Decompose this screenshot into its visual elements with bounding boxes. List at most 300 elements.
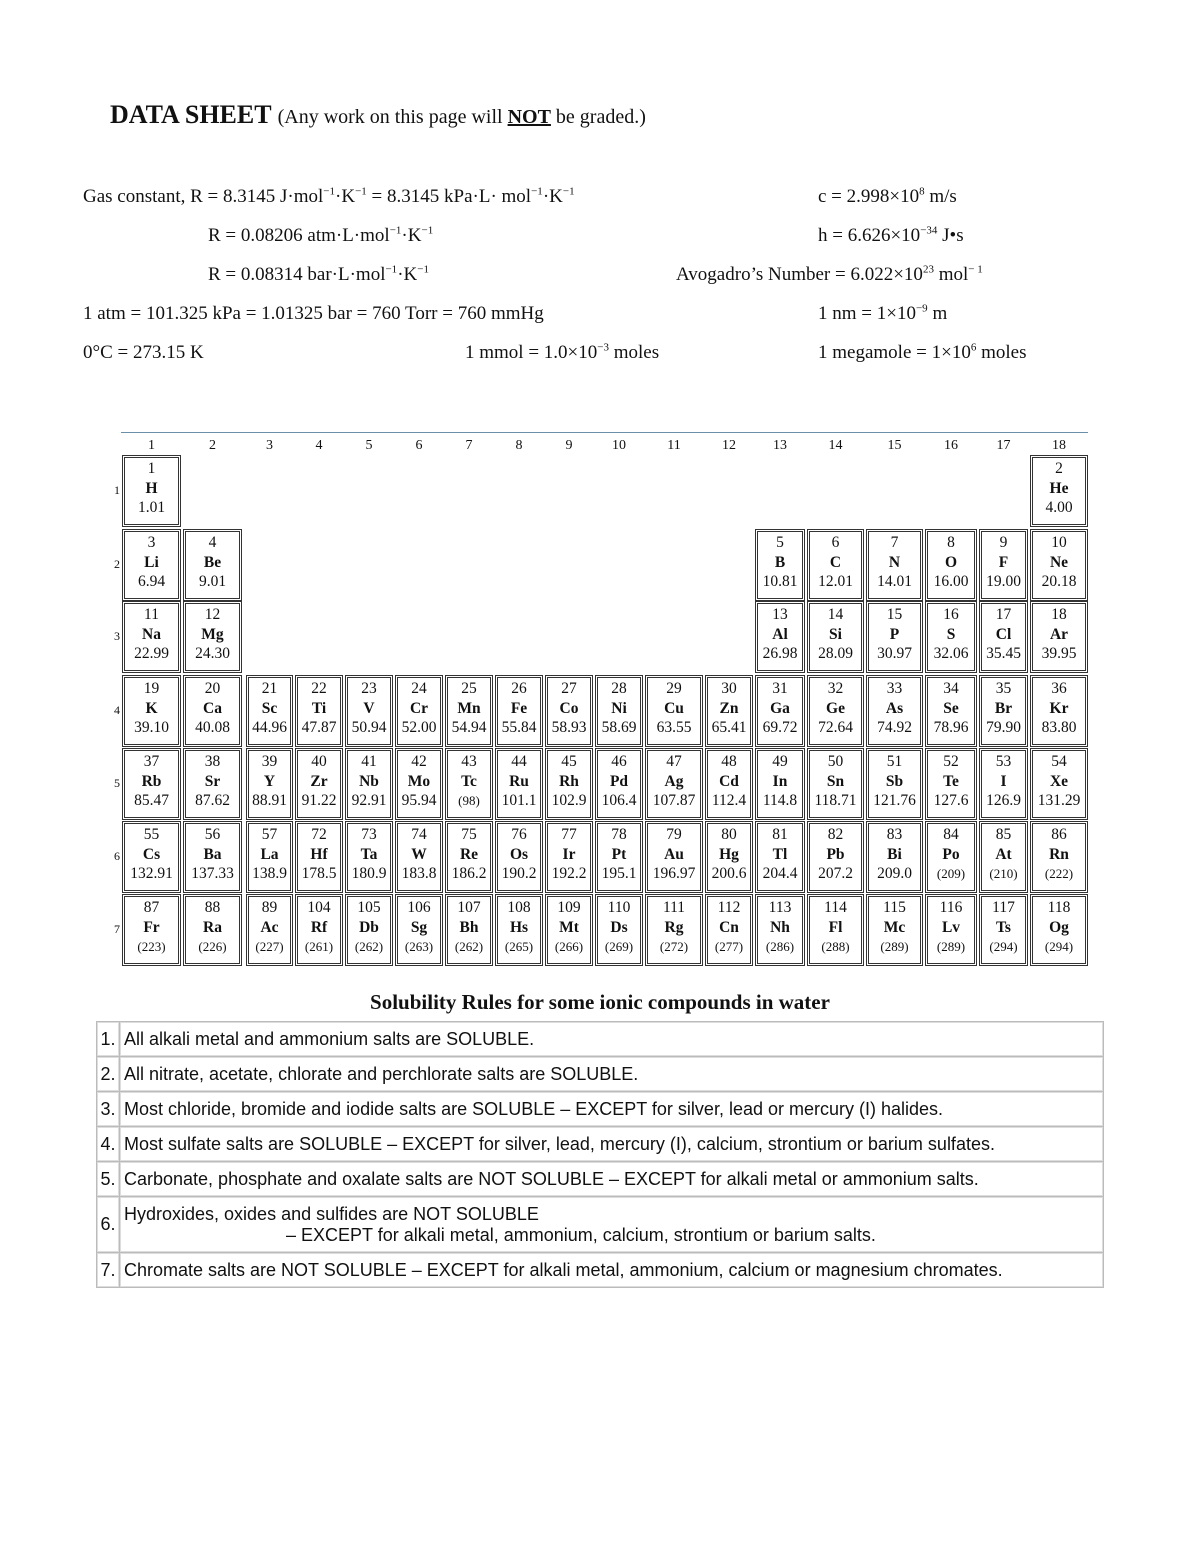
element-symbol: Fl xyxy=(828,918,843,936)
atomic-number: 51 xyxy=(886,753,903,770)
atomic-number: 35 xyxy=(995,680,1012,697)
atomic-number: 80 xyxy=(721,826,737,843)
gas-constant-r3: R = 0.08314 bar·L·mol xyxy=(208,264,386,285)
group-number: 7 xyxy=(465,438,473,453)
element-cell-rg xyxy=(645,894,703,966)
atomic-mass: 178.5 xyxy=(301,865,337,882)
atomic-mass: 10.81 xyxy=(762,573,798,590)
element-symbol: Ne xyxy=(1049,553,1069,571)
element-symbol: K xyxy=(145,699,158,717)
atomic-number: 12 xyxy=(204,606,221,623)
rule-text: Hydroxides, oxides and sulfides are NOT SOLUBLE xyxy=(124,1203,539,1224)
planck-constant xyxy=(818,225,964,247)
element-symbol: Ts xyxy=(996,918,1011,936)
element-symbol: Sr xyxy=(204,772,221,790)
element-symbol: In xyxy=(772,772,788,790)
element-cell-na xyxy=(122,601,181,673)
atomic-number: 4 xyxy=(208,534,217,551)
gas-constant-line-3 xyxy=(208,264,429,286)
atomic-mass: 35.45 xyxy=(986,645,1021,662)
h-text: h = 6.626×10 xyxy=(818,225,921,246)
group-number: 10 xyxy=(612,438,626,453)
element-symbol: As xyxy=(885,699,904,717)
atomic-number: 83 xyxy=(886,826,903,843)
atomic-mass: 101.1 xyxy=(501,792,537,809)
element-symbol: Bi xyxy=(887,845,902,863)
element-symbol: Ta xyxy=(360,845,378,863)
element-cell-cn xyxy=(705,894,753,966)
atomic-number: 34 xyxy=(943,680,959,697)
avogadro-unit: mol xyxy=(933,264,969,285)
solubility-rule-row xyxy=(97,1127,1104,1162)
element-symbol: Rh xyxy=(559,772,579,790)
element-symbol: Si xyxy=(829,625,842,643)
atomic-number: 3 xyxy=(147,534,156,551)
element-symbol: Nh xyxy=(770,918,790,936)
sup: −1 xyxy=(389,224,402,237)
element-symbol: Sb xyxy=(885,772,904,790)
atomic-number: 20 xyxy=(204,680,221,697)
atomic-number: 8 xyxy=(947,534,955,551)
atomic-number: 108 xyxy=(507,899,531,916)
element-symbol: Ds xyxy=(610,918,628,936)
element-cell-c xyxy=(807,529,864,601)
atomic-mass: 180.9 xyxy=(351,865,387,882)
element-symbol: Rb xyxy=(141,772,162,790)
element-symbol: Zr xyxy=(310,772,328,790)
sup: 6 xyxy=(970,341,977,354)
atomic-mass: (210) xyxy=(989,866,1018,881)
atomic-number: 104 xyxy=(307,899,331,916)
element-cell-la xyxy=(246,821,293,893)
atomic-mass: 118.71 xyxy=(814,792,857,809)
solubility-rule-row xyxy=(97,1253,1104,1288)
sup: −1 xyxy=(323,185,336,198)
group-number: 8 xyxy=(515,438,523,453)
element-symbol: Rf xyxy=(310,918,328,936)
period-number: 7 xyxy=(114,922,120,936)
atomic-mass: (226) xyxy=(198,939,227,954)
h-unit: J•s xyxy=(937,225,964,246)
atomic-number: 46 xyxy=(611,753,627,770)
atomic-mass: 4.00 xyxy=(1045,499,1073,516)
element-cell-bi xyxy=(866,821,923,893)
group-number: 5 xyxy=(365,438,373,453)
element-cell-ga xyxy=(755,675,805,747)
element-symbol: Nb xyxy=(359,772,379,790)
solubility-rule-row xyxy=(97,1057,1104,1092)
atomic-number: 29 xyxy=(666,680,682,697)
element-cell-al xyxy=(755,601,805,673)
atomic-mass: 9.01 xyxy=(198,573,227,590)
atomic-number: 24 xyxy=(411,680,427,697)
element-cell-b xyxy=(755,529,805,601)
atomic-number: 39 xyxy=(261,753,278,770)
atomic-mass: (263) xyxy=(404,939,434,954)
atomic-mass: (277) xyxy=(714,939,744,954)
period-number: 3 xyxy=(114,629,120,643)
element-symbol: Cd xyxy=(719,772,739,790)
atomic-mass: (261) xyxy=(304,939,334,954)
sup: −1 xyxy=(421,224,434,237)
atomic-number: 79 xyxy=(666,826,682,843)
element-symbol: Li xyxy=(144,553,159,571)
group-number: 16 xyxy=(944,438,958,453)
atomic-number: 26 xyxy=(511,680,527,697)
atomic-number: 17 xyxy=(995,606,1012,623)
element-symbol: Ar xyxy=(1049,625,1069,643)
element-cell-at xyxy=(979,821,1028,893)
element-symbol: V xyxy=(363,699,375,717)
period-number: 4 xyxy=(114,703,120,717)
element-cell-mg xyxy=(183,601,242,673)
atomic-mass: 30.97 xyxy=(877,645,912,662)
element-cell-mc xyxy=(866,894,923,966)
megamole-unit: moles xyxy=(976,342,1027,363)
element-symbol: Cs xyxy=(142,845,161,863)
rule-text: Most sulfate salts are SOLUBLE – EXCEPT for silver, lead, mercury (I), calcium, strontium or barium sulfates. xyxy=(124,1133,995,1154)
element-cell-ti xyxy=(295,675,343,747)
atomic-mass: (289) xyxy=(880,939,909,954)
rule-text-cell xyxy=(120,1253,1104,1288)
atomic-mass: 186.2 xyxy=(451,865,487,882)
element-cell-co xyxy=(545,675,593,747)
rule-text: Carbonate, phosphate and oxalate salts are NOT SOLUBLE – EXCEPT for alkali metal or ammonium salts. xyxy=(124,1168,979,1189)
atomic-mass: 54.94 xyxy=(451,719,487,736)
atomic-number: 89 xyxy=(261,899,278,916)
element-symbol: Be xyxy=(203,553,222,571)
sup: −1 xyxy=(531,185,543,198)
sup: −34 xyxy=(920,224,938,237)
atomic-number: 44 xyxy=(511,753,527,770)
atomic-number: 38 xyxy=(204,753,221,770)
atomic-number: 37 xyxy=(143,753,160,770)
mmol-text: 1 mmol = 1.0×10 xyxy=(465,342,598,363)
megamole-text: 1 megamole = 1×10 xyxy=(818,342,971,363)
element-cell-ne xyxy=(1030,529,1088,601)
atomic-mass: 192.2 xyxy=(551,865,587,882)
element-symbol: F xyxy=(998,553,1009,571)
atomic-number: 81 xyxy=(772,826,788,843)
element-symbol: Po xyxy=(942,845,960,863)
atomic-number: 11 xyxy=(144,606,159,623)
element-symbol: Tl xyxy=(772,845,788,863)
atomic-mass: (262) xyxy=(454,939,484,954)
atomic-mass: 183.8 xyxy=(401,865,437,882)
atomic-mass: (272) xyxy=(659,939,689,954)
atomic-number: 53 xyxy=(995,753,1012,770)
atomic-mass: 28.09 xyxy=(818,645,853,662)
element-cell-fr xyxy=(122,894,181,966)
atomic-number: 118 xyxy=(1047,899,1071,916)
group-number: 13 xyxy=(773,438,787,453)
atomic-number: 115 xyxy=(883,899,906,916)
element-cell-zn xyxy=(705,675,753,747)
atomic-mass: 127.6 xyxy=(933,792,969,809)
element-symbol: Hg xyxy=(719,845,739,863)
atomic-mass: 22.99 xyxy=(134,645,169,662)
element-cell-v xyxy=(345,675,393,747)
element-cell-li xyxy=(122,529,181,601)
element-symbol: Pb xyxy=(826,845,845,863)
atomic-mass: 58.93 xyxy=(551,719,587,736)
rule-text: Most chloride, bromide and iodide salts are SOLUBLE – EXCEPT for silver, lead or mercury (I) halides. xyxy=(124,1098,944,1119)
sup: 8 xyxy=(919,185,925,198)
atomic-number: 88 xyxy=(204,899,221,916)
atomic-number: 78 xyxy=(611,826,627,843)
element-symbol: Mc xyxy=(883,918,906,936)
atomic-number: 27 xyxy=(561,680,577,697)
rule-number: 3. xyxy=(97,1092,120,1127)
atomic-number: 25 xyxy=(461,680,477,697)
rule-text: Chromate salts are NOT SOLUBLE – EXCEPT for alkali metal, ammonium, calcium or magnesium chromates. xyxy=(124,1259,1003,1280)
atomic-number: 109 xyxy=(557,899,581,916)
element-cell-re xyxy=(445,821,493,893)
rule-text-cell xyxy=(120,1092,1104,1127)
gas-constant-r2-k: ·K xyxy=(401,225,422,246)
atomic-mass: 12.01 xyxy=(818,573,853,590)
atomic-number: 28 xyxy=(611,680,627,697)
atomic-number: 85 xyxy=(995,826,1012,843)
element-symbol: Hs xyxy=(509,918,529,936)
atomic-number: 57 xyxy=(261,826,278,843)
avogadro-number xyxy=(676,264,983,286)
atomic-mass: (98) xyxy=(458,793,480,808)
atomic-number: 82 xyxy=(827,826,844,843)
atomic-mass: 83.80 xyxy=(1041,719,1077,736)
atomic-mass: 20.18 xyxy=(1041,573,1077,590)
element-cell-fl xyxy=(807,894,864,966)
atomic-number: 52 xyxy=(943,753,959,770)
element-cell-cs xyxy=(122,821,181,893)
atomic-mass: 196.97 xyxy=(652,865,696,882)
atomic-mass: 107.87 xyxy=(652,792,696,809)
atomic-mass: (294) xyxy=(1044,939,1074,954)
element-cell-o xyxy=(925,529,977,601)
atomic-mass: 91.22 xyxy=(301,792,337,809)
atomic-number: 13 xyxy=(772,606,788,623)
element-cell-sg xyxy=(395,894,443,966)
solubility-rule-row xyxy=(97,1197,1104,1253)
element-symbol: At xyxy=(995,845,1012,863)
element-symbol: Bh xyxy=(459,918,479,936)
atomic-number: 14 xyxy=(827,606,844,623)
atomic-number: 47 xyxy=(666,753,682,770)
element-cell-as xyxy=(866,675,923,747)
atomic-mass: 32.06 xyxy=(933,645,969,662)
element-symbol: Sc xyxy=(261,699,278,717)
atomic-mass: 190.2 xyxy=(501,865,537,882)
atomic-mass: (223) xyxy=(137,939,166,954)
element-cell-po xyxy=(925,821,977,893)
rule-number: 4. xyxy=(97,1127,120,1162)
element-symbol: S xyxy=(946,625,956,643)
rule-text-cell xyxy=(120,1197,1104,1253)
element-symbol: Cn xyxy=(719,918,739,936)
atomic-mass: 19.00 xyxy=(986,573,1021,590)
element-cell-rb xyxy=(122,748,181,820)
element-symbol: Cu xyxy=(664,699,684,717)
element-symbol: Ga xyxy=(770,699,790,717)
atomic-mass: 102.9 xyxy=(551,792,587,809)
atomic-mass: (289) xyxy=(936,939,966,954)
gas-constant-r1-kpa: = 8.3145 kPa·L· mol xyxy=(366,186,532,207)
solubility-rule-row xyxy=(97,1022,1104,1057)
element-cell-ni xyxy=(595,675,643,747)
element-symbol: Au xyxy=(664,845,684,863)
element-symbol: Hf xyxy=(310,845,328,863)
element-cell-hs xyxy=(495,894,543,966)
element-cell-ts xyxy=(979,894,1028,966)
element-symbol: Rn xyxy=(1049,845,1069,863)
element-cell-ac xyxy=(246,894,293,966)
atomic-number: 6 xyxy=(831,534,840,551)
gas-constant-r1: Gas constant, R = 8.3145 J·mol xyxy=(83,186,324,207)
element-cell-ds xyxy=(595,894,643,966)
atomic-mass: 92.91 xyxy=(351,792,387,809)
element-symbol: Sg xyxy=(410,918,428,936)
element-symbol: Db xyxy=(359,918,379,936)
element-symbol: Br xyxy=(994,699,1013,717)
atomic-number: 86 xyxy=(1051,826,1067,843)
atomic-mass: 131.29 xyxy=(1037,792,1081,809)
atomic-number: 31 xyxy=(772,680,788,697)
atomic-mass: 137.33 xyxy=(191,865,234,882)
title-text: DATA SHEET xyxy=(110,100,272,129)
element-symbol: Mo xyxy=(407,772,431,790)
element-symbol: Ba xyxy=(203,845,222,863)
element-symbol: He xyxy=(1049,479,1069,497)
element-cell-xe xyxy=(1030,748,1088,820)
gas-constant-line-2 xyxy=(208,225,433,247)
atomic-mass: 50.94 xyxy=(351,719,387,736)
element-symbol: Sn xyxy=(826,772,845,790)
period-number: 5 xyxy=(114,776,120,790)
element-symbol: Ti xyxy=(311,699,327,717)
atomic-mass: (265) xyxy=(504,939,534,954)
atomic-number: 49 xyxy=(772,753,788,770)
element-cell-ca xyxy=(183,675,242,747)
element-cell-tl xyxy=(755,821,805,893)
atomic-number: 5 xyxy=(776,534,784,551)
element-cell-mo xyxy=(395,748,443,820)
page-title xyxy=(110,100,646,130)
nm-unit: m xyxy=(927,303,948,324)
sup: −3 xyxy=(597,341,609,354)
element-symbol: Pt xyxy=(611,845,627,863)
element-cell-cu xyxy=(645,675,703,747)
element-symbol: Kr xyxy=(1049,699,1069,717)
atomic-mass: 26.98 xyxy=(762,645,798,662)
atomic-number: 15 xyxy=(886,606,903,623)
element-cell-nh xyxy=(755,894,805,966)
atomic-mass: 88.91 xyxy=(252,792,287,809)
period-number: 1 xyxy=(114,483,120,497)
atomic-mass: 85.47 xyxy=(134,792,169,809)
element-cell-hf xyxy=(295,821,343,893)
element-symbol: Re xyxy=(459,845,479,863)
atomic-number: 43 xyxy=(461,753,477,770)
sup: −1 xyxy=(355,185,367,198)
atomic-mass: 112.4 xyxy=(711,792,747,809)
atomic-mass: 121.76 xyxy=(873,792,916,809)
rule-text: All alkali metal and ammonium salts are SOLUBLE. xyxy=(124,1028,535,1049)
element-cell-ba xyxy=(183,821,242,893)
group-number: 15 xyxy=(887,438,902,453)
atomic-mass: 87.62 xyxy=(195,792,230,809)
atomic-number: 55 xyxy=(143,826,160,843)
element-cell-zr xyxy=(295,748,343,820)
element-symbol: Se xyxy=(943,699,959,717)
element-cell-tc xyxy=(445,748,493,820)
atomic-mass: 200.6 xyxy=(711,865,747,882)
gas-constant-r3-k: ·K xyxy=(397,264,418,285)
element-cell-ir xyxy=(545,821,593,893)
atomic-mass: 126.9 xyxy=(986,792,1021,809)
atomic-mass: 195.1 xyxy=(601,865,637,882)
megamole-conversion xyxy=(818,342,1026,364)
atomic-number: 2 xyxy=(1055,460,1063,477)
group-number: 14 xyxy=(828,438,843,453)
element-symbol: Lv xyxy=(941,918,961,936)
atomic-mass: (262) xyxy=(354,939,384,954)
solubility-table xyxy=(96,1021,1104,1288)
element-cell-n xyxy=(866,529,923,601)
atomic-mass: (222) xyxy=(1044,866,1074,881)
atomic-number: 114 xyxy=(824,899,847,916)
atomic-number: 48 xyxy=(721,753,737,770)
element-symbol: I xyxy=(1000,772,1007,790)
atomic-number: 72 xyxy=(311,826,327,843)
atomic-number: 76 xyxy=(511,826,527,843)
atomic-mass: 209.0 xyxy=(877,865,912,882)
element-cell-fe xyxy=(495,675,543,747)
element-cell-ag xyxy=(645,748,703,820)
group-number: 11 xyxy=(667,438,681,453)
atomic-mass: 44.96 xyxy=(252,719,287,736)
group-number: 12 xyxy=(722,438,736,453)
group-number: 9 xyxy=(565,438,573,453)
group-number: 6 xyxy=(415,438,423,453)
atomic-mass: 72.64 xyxy=(818,719,853,736)
atomic-mass: 95.94 xyxy=(401,792,437,809)
element-symbol: P xyxy=(889,625,900,643)
element-cell-ar xyxy=(1030,601,1088,673)
atomic-mass: 63.55 xyxy=(656,719,692,736)
solubility-rule-row xyxy=(97,1092,1104,1127)
atomic-number: 75 xyxy=(461,826,477,843)
atomic-number: 110 xyxy=(607,899,631,916)
atomic-number: 54 xyxy=(1051,753,1067,770)
element-cell-rn xyxy=(1030,821,1088,893)
atomic-number: 21 xyxy=(261,680,278,697)
atomic-number: 16 xyxy=(943,606,959,623)
atomic-mass: 6.94 xyxy=(137,573,166,590)
element-cell-br xyxy=(979,675,1028,747)
element-cell-he xyxy=(1030,455,1088,527)
element-cell-sc xyxy=(246,675,293,747)
element-cell-cd xyxy=(705,748,753,820)
atomic-mass: 58.69 xyxy=(601,719,637,736)
element-symbol: Al xyxy=(772,625,788,643)
atomic-mass: 52.00 xyxy=(401,719,437,736)
element-symbol: La xyxy=(260,845,279,863)
element-cell-ge xyxy=(807,675,864,747)
rule-number: 2. xyxy=(97,1057,120,1092)
atomic-number: 77 xyxy=(561,826,577,843)
element-cell-cr xyxy=(395,675,443,747)
sup: −1 xyxy=(562,185,575,198)
